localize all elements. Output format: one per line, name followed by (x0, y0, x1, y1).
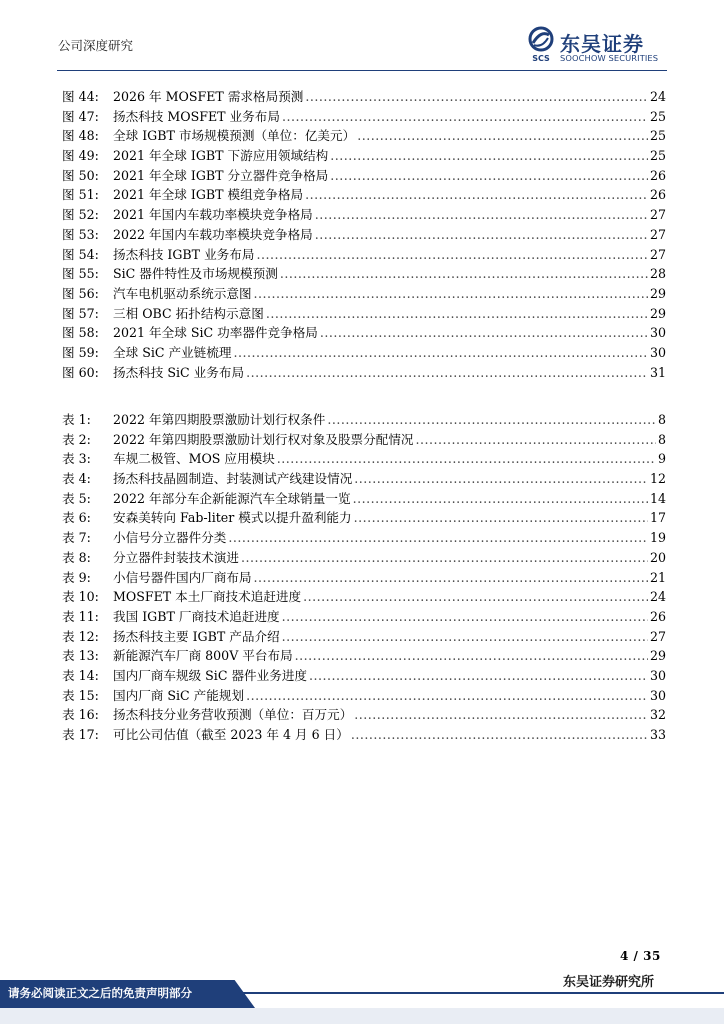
entry-title: 国内厂商 SiC 产能规划 (113, 687, 245, 703)
dot-leader (327, 410, 656, 430)
entry-number: 表 3: (62, 451, 91, 467)
dot-leader (354, 469, 648, 489)
dot-leader (280, 264, 648, 284)
dot-leader (351, 725, 648, 745)
entry-number: 图 52: (62, 207, 99, 223)
figure-entry[interactable] (62, 126, 666, 146)
entry-title: 2021 年全球 IGBT 分立器件竞争格局 (113, 167, 329, 183)
entry-title: 小信号分立器件分类 (113, 530, 227, 546)
entry-number: 表 10: (62, 589, 99, 605)
entry-title: 2022 年第四期股票激励计划行权条件 (113, 412, 326, 427)
dot-leader (277, 449, 656, 469)
dot-leader (416, 430, 656, 450)
entry-page-number: 31 (649, 364, 666, 380)
entry-page-number: 21 (649, 569, 666, 585)
table-entry[interactable] (62, 430, 666, 450)
dot-leader (305, 87, 648, 107)
company-logo (527, 26, 677, 66)
entry-number: 图 55: (62, 266, 99, 282)
entry-title: 三相 OBC 拓扑结构示意图 (113, 305, 264, 321)
figure-entry[interactable] (62, 245, 666, 265)
entry-title: 扬杰科技晶圆制造、封装测试产线建设情况 (113, 471, 353, 487)
entry-number: 表 7: (62, 530, 91, 546)
dot-leader (309, 666, 648, 686)
research-institute-label: 东吴证券研究所 (563, 975, 655, 990)
figure-entry[interactable] (62, 166, 666, 186)
entry-page-number: 17 (649, 510, 666, 526)
table-entry[interactable] (62, 508, 666, 528)
entry-page-number: 19 (649, 530, 666, 546)
disclaimer-text: 请务必阅读正文之后的免责声明部分 (8, 986, 192, 1000)
figure-index (62, 87, 666, 382)
figure-entry[interactable] (62, 146, 666, 166)
dot-leader (357, 126, 648, 146)
entry-page-number: 26 (649, 608, 666, 624)
entry-title: MOSFET 本土厂商技术追赶进度 (113, 589, 302, 605)
dot-leader (241, 548, 648, 568)
dot-leader (246, 363, 648, 383)
entry-title: 2021 年全球 IGBT 下游应用领域结构 (113, 148, 329, 164)
figure-entry[interactable] (62, 205, 666, 225)
table-entry[interactable] (62, 587, 666, 607)
entry-number: 表 1: (62, 412, 91, 427)
entry-page-number: 32 (649, 707, 666, 723)
entry-page-number: 24 (649, 89, 666, 104)
entry-title: 扬杰科技 IGBT 业务布局 (113, 246, 255, 262)
entry-page-number: 29 (649, 285, 666, 301)
figure-entry[interactable] (62, 284, 666, 304)
entry-page-number: 27 (649, 226, 666, 242)
entry-number: 图 47: (62, 108, 99, 124)
entry-page-number: 30 (649, 687, 666, 703)
entry-title: 安森美转向 Fab-liter 模式以提升盈利能力 (113, 510, 352, 526)
entry-number: 表 11: (62, 608, 99, 624)
dot-leader (282, 627, 648, 647)
table-entry[interactable] (62, 607, 666, 627)
figure-entry[interactable] (62, 343, 666, 363)
entry-page-number: 8 (657, 431, 666, 447)
entry-page-number: 27 (649, 628, 666, 644)
dot-leader (228, 528, 648, 548)
table-entry[interactable] (62, 686, 666, 706)
entry-page-number: 9 (657, 451, 666, 467)
table-entry[interactable] (62, 666, 666, 686)
entry-number: 表 17: (62, 727, 99, 742)
entry-page-number: 20 (649, 549, 666, 565)
entry-title: 新能源汽车厂商 800V 平台布局 (113, 648, 293, 664)
entry-page-number: 27 (649, 246, 666, 262)
entry-number: 表 5: (62, 490, 91, 506)
dot-leader (246, 686, 648, 706)
figure-entry[interactable] (62, 107, 666, 127)
entry-page-number: 25 (649, 108, 666, 124)
entry-number: 图 54: (62, 246, 99, 262)
logo-english-name: SOOCHOW SECURITIES (560, 53, 659, 63)
entry-page-number: 29 (649, 305, 666, 321)
dot-leader (233, 343, 648, 363)
entry-page-number: 24 (649, 589, 666, 605)
entry-page-number: 25 (649, 148, 666, 164)
soochow-logo-icon (527, 26, 557, 66)
dot-leader (320, 323, 648, 343)
figure-entry[interactable] (62, 304, 666, 324)
dot-leader (295, 646, 648, 666)
footer-band (0, 1008, 724, 1024)
entry-title: 小信号器件国内厂商布局 (113, 569, 252, 585)
entry-title: 2021 年全球 SiC 功率器件竞争格局 (113, 325, 318, 341)
entry-title: 国内厂商车规级 SiC 器件业务进度 (113, 667, 308, 683)
entry-page-number: 14 (649, 490, 666, 506)
entry-number: 图 51: (62, 187, 99, 203)
entry-number: 表 15: (62, 687, 99, 703)
entry-page-number: 30 (649, 325, 666, 341)
entry-page-number: 30 (649, 667, 666, 683)
dot-leader (330, 166, 648, 186)
entry-number: 表 4: (62, 471, 91, 487)
dot-leader (354, 508, 648, 528)
entry-title: 全球 SiC 产业链梳理 (113, 344, 232, 360)
dot-leader (266, 304, 648, 324)
entry-number: 表 16: (62, 707, 99, 723)
entry-title: 2026 年 MOSFET 需求格局预测 (113, 89, 304, 104)
entry-title: 2021 年国内车载功率模块竞争格局 (113, 207, 313, 223)
entry-number: 图 48: (62, 128, 99, 144)
entry-title: 汽车电机驱动系统示意图 (113, 285, 252, 301)
entry-number: 图 53: (62, 226, 99, 242)
entry-title: 2022 年国内车载功率模块竞争格局 (113, 226, 313, 242)
dot-leader (282, 107, 648, 127)
entry-page-number: 30 (649, 344, 666, 360)
table-entry[interactable] (62, 725, 666, 745)
entry-page-number: 26 (649, 187, 666, 203)
entry-title: 扬杰科技分业务营收预测（单位：百万元） (113, 707, 353, 723)
entry-title: 2022 年部分车企新能源汽车全球销量一览 (113, 490, 351, 506)
entry-title: 扬杰科技 MOSFET 业务布局 (113, 108, 280, 124)
table-entry[interactable] (62, 568, 666, 588)
entry-number: 表 9: (62, 569, 91, 585)
entry-number: 图 50: (62, 167, 99, 183)
entry-page-number: 27 (649, 207, 666, 223)
entry-number: 图 58: (62, 325, 99, 341)
table-entry[interactable] (62, 469, 666, 489)
entry-number: 图 49: (62, 148, 99, 164)
table-entry[interactable] (62, 528, 666, 548)
entry-page-number: 28 (649, 266, 666, 282)
dot-leader (256, 245, 648, 265)
entry-title: 分立器件封装技术演进 (113, 549, 239, 565)
entry-title: 可比公司估值（截至 2023 年 4 月 6 日） (113, 727, 349, 742)
dot-leader (330, 146, 648, 166)
entry-number: 表 8: (62, 549, 91, 565)
entry-number: 图 59: (62, 344, 99, 360)
dot-leader (353, 489, 648, 509)
logo-mark-text: SCS (532, 54, 550, 63)
entry-number: 表 6: (62, 510, 91, 526)
table-entry[interactable] (62, 410, 666, 430)
entry-title: SiC 器件特性及市场规模预测 (113, 266, 278, 282)
dot-leader (315, 225, 648, 245)
dot-leader (282, 607, 648, 627)
dot-leader (254, 568, 648, 588)
entry-title: 2021 年全球 IGBT 模组竞争格局 (113, 187, 304, 203)
entry-page-number: 26 (649, 167, 666, 183)
figure-entry[interactable] (62, 363, 666, 383)
dot-leader (305, 185, 648, 205)
dot-leader (254, 284, 648, 304)
figure-entry[interactable] (62, 225, 666, 245)
table-entry[interactable] (62, 705, 666, 725)
table-entry[interactable] (62, 646, 666, 666)
dot-leader (303, 587, 648, 607)
table-index (62, 410, 666, 745)
figure-entry[interactable] (62, 264, 666, 284)
figure-entry[interactable] (62, 87, 666, 107)
entry-title: 2022 年第四期股票激励计划行权对象及股票分配情况 (113, 431, 414, 447)
dot-leader (315, 205, 648, 225)
entry-page-number: 33 (649, 727, 666, 742)
entry-title: 扬杰科技 SiC 业务布局 (113, 364, 245, 380)
entry-title: 全球 IGBT 市场规模预测（单位：亿美元） (113, 128, 356, 144)
dot-leader (354, 705, 648, 725)
entry-number: 表 14: (62, 667, 99, 683)
entry-number: 图 44: (62, 89, 99, 104)
entry-number: 图 56: (62, 285, 99, 301)
table-entry[interactable] (62, 548, 666, 568)
entry-number: 图 60: (62, 364, 99, 380)
entry-page-number: 8 (657, 412, 666, 427)
header-divider (57, 70, 667, 71)
table-entry[interactable] (62, 627, 666, 647)
entry-title: 扬杰科技主要 IGBT 产品介绍 (113, 628, 280, 644)
logo-chinese-name: 东吴证券 (560, 32, 644, 56)
entry-page-number: 12 (649, 471, 666, 487)
figure-entry[interactable] (62, 323, 666, 343)
report-type-label: 公司深度研究 (58, 38, 134, 53)
entry-title: 我国 IGBT 厂商技术追赶进度 (113, 608, 280, 624)
entry-title: 车规二极管、MOS 应用模块 (113, 451, 275, 467)
entry-number: 表 12: (62, 628, 99, 644)
figure-entry[interactable] (62, 185, 666, 205)
entry-number: 图 57: (62, 305, 99, 321)
entry-page-number: 25 (649, 128, 666, 144)
page-number: 4 / 35 (620, 949, 661, 963)
table-entry[interactable] (62, 449, 666, 469)
entry-number: 表 2: (62, 431, 91, 447)
entry-number: 表 13: (62, 648, 99, 664)
table-entry[interactable] (62, 489, 666, 509)
entry-page-number: 29 (649, 648, 666, 664)
